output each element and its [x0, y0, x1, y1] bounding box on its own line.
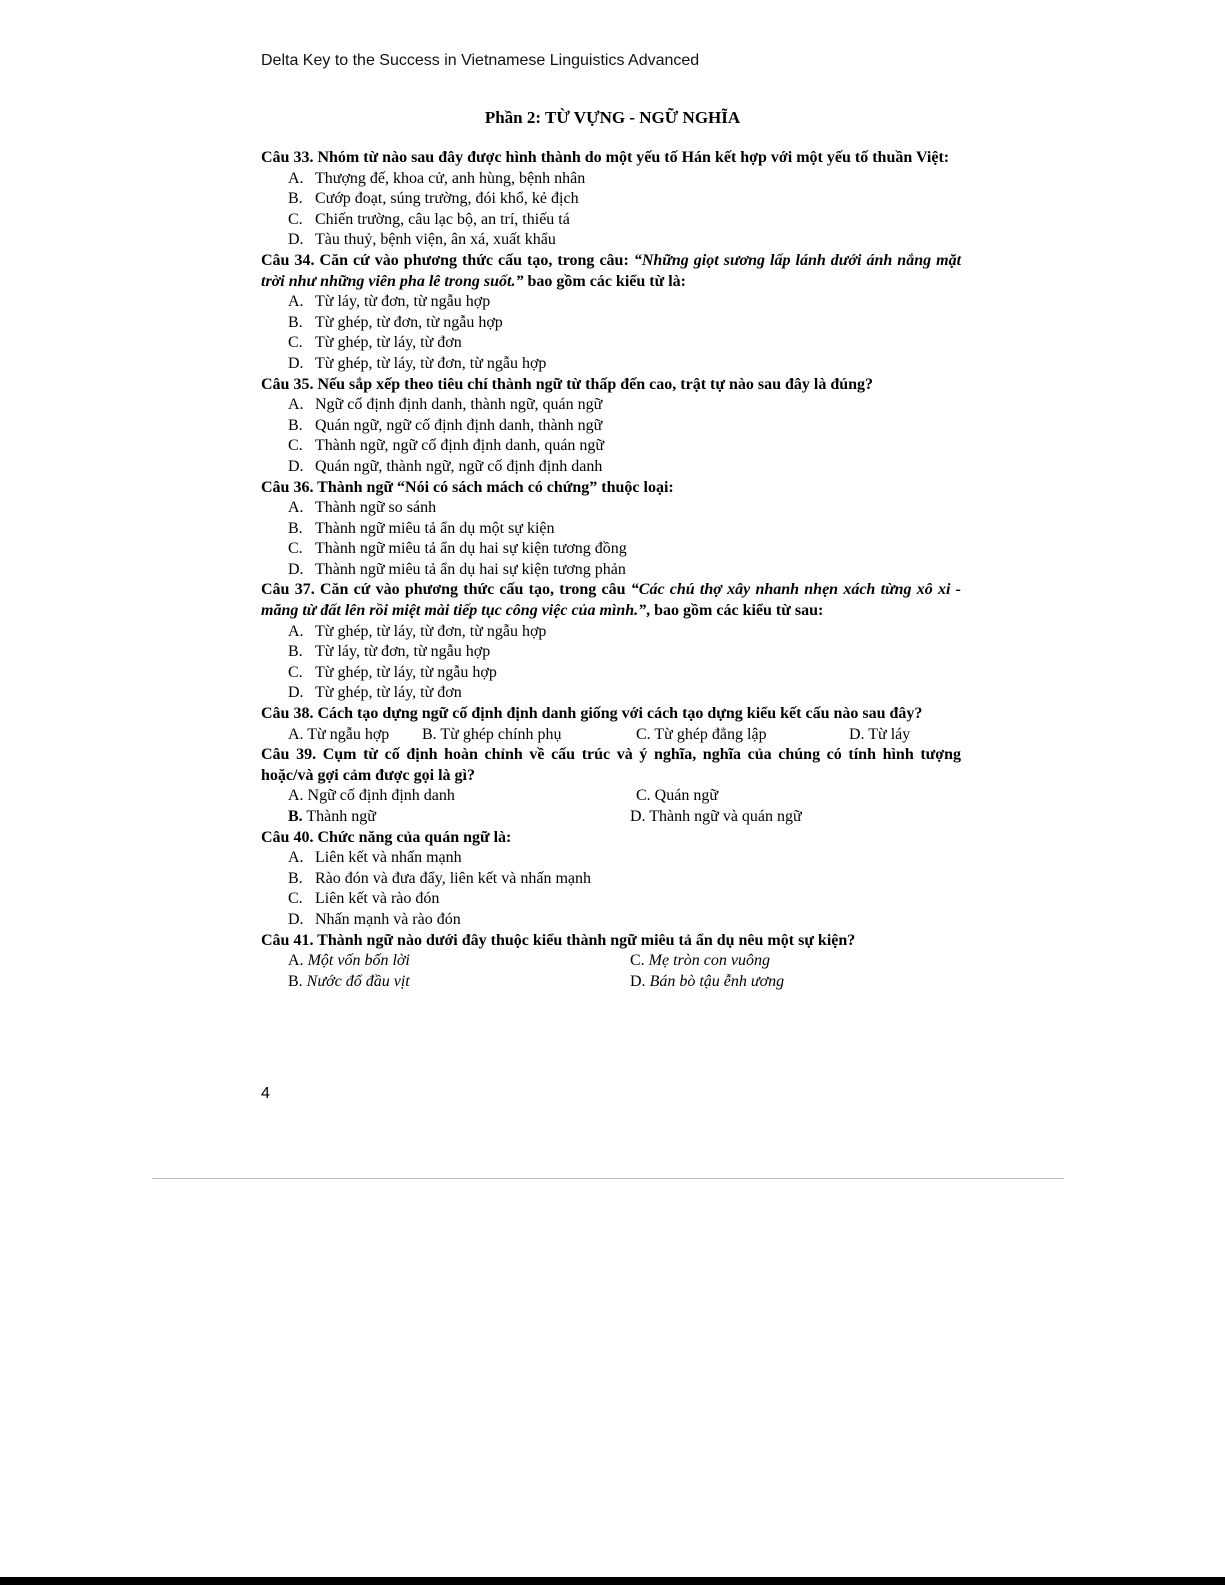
option-c: C. Từ ghép đẳng lập [636, 725, 767, 743]
option-text: Từ láy, từ đơn, từ ngẫu hợp [315, 293, 491, 311]
option-letter: B. [288, 519, 303, 537]
question-text: Căn cứ vào phương thức cấu tạo, trong câu [319, 581, 631, 599]
bottom-edge-bar [0, 1577, 1225, 1585]
option-c [261, 333, 961, 354]
section-title: Phần 2: TỪ VỰNG - NGỮ NGHĨA [484, 108, 741, 127]
option-letter: C. [630, 952, 649, 970]
question-39 [261, 745, 961, 786]
question-label: Câu 35. [261, 375, 314, 393]
question-text-end: bao gồm các kiểu từ là: [523, 272, 686, 290]
question-text: Thành ngữ “Nói có sách mách có chứng” thuộc loại: [317, 478, 674, 496]
option-text: Tàu thuỷ, bệnh viện, ân xá, xuất khẩu [315, 231, 556, 249]
option-letter: A. [288, 396, 304, 414]
question-text: Cách tạo dựng ngữ cố định định danh giống với cách tạo dựng kiểu kết cấu nào sau đây? [317, 705, 923, 723]
option-text: Thành ngữ, ngữ cố định định danh, quán ngữ [315, 437, 605, 455]
option-text: Thành ngữ miêu tả ẩn dụ một sự kiện [315, 519, 555, 537]
question-label: Câu 37. [261, 581, 315, 599]
option-text: Từ ghép, từ láy, từ ngẫu hợp [315, 663, 497, 681]
option-b [261, 869, 961, 890]
question-36 [261, 478, 961, 499]
option-letter: D. [288, 457, 304, 475]
option-letter: B. [288, 190, 303, 208]
option-text: Nước đổ đầu vịt [306, 972, 410, 990]
option-letter: D. [288, 910, 304, 928]
option-text: Thành ngữ miêu tả ẩn dụ hai sự kiện tương đồng [315, 540, 627, 558]
question-text-end: , bao gồm các kiểu từ sau: [646, 602, 824, 620]
option-d [261, 560, 961, 581]
question-text: Chức năng của quán ngữ là: [317, 828, 512, 846]
question-37 [261, 580, 961, 621]
options-row [261, 972, 961, 993]
page-number: 4 [261, 1085, 270, 1102]
option-d: D. Từ láy [849, 725, 911, 743]
option-letter: A. [288, 169, 304, 187]
option-d [261, 230, 961, 251]
page-header: Delta Key to the Success in Vietnamese Linguistics Advanced [261, 52, 700, 69]
option-b [261, 313, 961, 334]
option-d [261, 457, 961, 478]
option-a [261, 622, 961, 643]
option-a [261, 498, 961, 519]
question-40 [261, 828, 961, 849]
option-a: A. Ngữ cố định định danh [288, 787, 455, 805]
option-letter: B. [288, 972, 307, 990]
option-letter: D. [630, 972, 650, 990]
option-text: Từ láy, từ đơn, từ ngẫu hợp [315, 643, 491, 661]
option-text: Quán ngữ, thành ngữ, ngữ cố định định danh [315, 457, 603, 475]
option-letter: C. [288, 540, 303, 558]
option-letter: B. [288, 808, 303, 825]
option-c [261, 539, 961, 560]
question-label: Câu 40. [261, 828, 314, 846]
option-letter: C. [288, 437, 303, 455]
options-row [261, 725, 961, 746]
option-text: Từ ghép, từ đơn, từ ngẫu hợp [315, 313, 503, 331]
option-letter: C. [288, 663, 303, 681]
option-a [261, 848, 961, 869]
option-text: Nhấn mạnh và rào đón [315, 910, 461, 928]
option-text: Từ ghép, từ láy, từ đơn, từ ngẫu hợp [315, 354, 547, 372]
option-text: Một vốn bốn lời [307, 952, 410, 970]
option-text: Liên kết và nhấn mạnh [315, 849, 462, 867]
option-d [261, 910, 961, 931]
option-b [261, 189, 961, 210]
option-b: B. Từ ghép chính phụ [422, 725, 562, 743]
option-text: Thành ngữ so sánh [315, 499, 437, 517]
question-list [261, 148, 961, 992]
option-letter: D. [288, 231, 304, 249]
question-quote: “Những giọt sương lấp lánh dưới ánh nắng mặt trời như những viên pha lê trong suốt.” [261, 251, 962, 290]
option-letter: B. [288, 869, 303, 887]
option-text: Bán bò tậu ễnh ương [649, 972, 785, 990]
option-d [261, 354, 961, 375]
option-letter: B. [288, 416, 303, 434]
question-33 [261, 148, 961, 169]
option-text: Chiến trường, câu lạc bộ, an trí, thiếu tá [315, 210, 570, 228]
option-b [261, 642, 961, 663]
option-b [261, 519, 961, 540]
option-c [261, 663, 961, 684]
question-label: Câu 34. [261, 251, 315, 269]
option-letter: C. [288, 210, 303, 228]
option-letter: D. [288, 354, 304, 372]
option-b [288, 972, 410, 993]
option-text: Thành ngữ [302, 808, 376, 825]
question-text: Cụm từ cố định hoàn chỉnh về cấu trúc và ý nghĩa, nghĩa của chúng có tính hình tượng hoặc/và gợi cảm được gọi là gì? [261, 746, 962, 784]
option-c [261, 436, 961, 457]
option-text: Ngữ cố định định danh, thành ngữ, quán ngữ [315, 396, 603, 414]
option-text: Cướp đoạt, súng trường, đói khổ, kẻ địch [315, 190, 579, 208]
option-a [261, 169, 961, 190]
question-label: Câu 41. [261, 931, 314, 949]
option-letter: D. [288, 684, 304, 702]
question-label: Câu 38. [261, 705, 314, 723]
option-c: C. Quán ngữ [636, 787, 718, 805]
option-d [261, 683, 961, 704]
option-letter: D. [288, 560, 304, 578]
option-b [261, 416, 961, 437]
options-row [261, 951, 961, 972]
option-d [630, 972, 784, 993]
options-row [261, 807, 961, 828]
option-a [288, 951, 410, 972]
option-a: A. Từ ngẫu hợp [288, 725, 390, 743]
option-text: Quán ngữ, ngữ cố định định danh, thành ngữ [315, 416, 603, 434]
option-text: Thượng đế, khoa cử, anh hùng, bệnh nhân [315, 169, 586, 187]
question-label: Câu 39. [261, 746, 317, 764]
option-a [261, 292, 961, 313]
option-text: Rào đón và đưa đẩy, liên kết và nhấn mạnh [315, 869, 591, 887]
option-d: D. Thành ngữ và quán ngữ [630, 808, 802, 825]
question-text: Thành ngữ nào dưới đây thuộc kiểu thành ngữ miêu tả ẩn dụ nêu một sự kiện? [317, 931, 856, 949]
option-letter: A. [288, 952, 308, 970]
option-c [261, 889, 961, 910]
option-c [630, 951, 770, 972]
options-row [261, 786, 961, 807]
question-text: Căn cứ vào phương thức cấu tạo, trong câu: [319, 251, 634, 269]
option-letter: C. [288, 890, 303, 908]
option-text: Liên kết và rào đón [315, 890, 440, 908]
option-b [288, 807, 376, 828]
option-text: Thành ngữ miêu tả ẩn dụ hai sự kiện tương phản [315, 560, 626, 578]
option-letter: A. [288, 293, 304, 311]
option-text: Mẹ tròn con vuông [648, 952, 770, 970]
question-38 [261, 704, 961, 725]
question-quote: “Các chú thợ xây nhanh nhẹn xách từng xô xi - măng từ đất lên rồi miệt mài tiếp tục công việc của mình.” [261, 581, 962, 620]
question-label: Câu 33. [261, 149, 314, 166]
option-letter: C. [288, 334, 303, 352]
option-text: Từ ghép, từ láy, từ đơn [315, 684, 462, 702]
question-label: Câu 36. [261, 478, 314, 496]
option-a [261, 395, 961, 416]
option-letter: A. [288, 622, 304, 640]
question-text: Nếu sắp xếp theo tiêu chí thành ngữ từ thấp đến cao, trật tự nào sau đây là đúng? [317, 375, 874, 393]
option-letter: A. [288, 849, 304, 867]
page-divider [152, 1178, 1064, 1179]
option-text: Từ ghép, từ láy, từ đơn [315, 334, 462, 352]
option-c [261, 210, 961, 231]
question-35 [261, 375, 961, 396]
option-letter: A. [288, 499, 304, 517]
question-34 [261, 251, 961, 292]
option-letter: B. [288, 643, 303, 661]
question-text: Nhóm từ nào sau đây được hình thành do một yếu tố Hán kết hợp với một yếu tố thuần Việt: [317, 149, 950, 166]
option-letter: B. [288, 313, 303, 331]
option-text: Từ ghép, từ láy, từ đơn, từ ngẫu hợp [315, 622, 547, 640]
question-41 [261, 931, 961, 952]
